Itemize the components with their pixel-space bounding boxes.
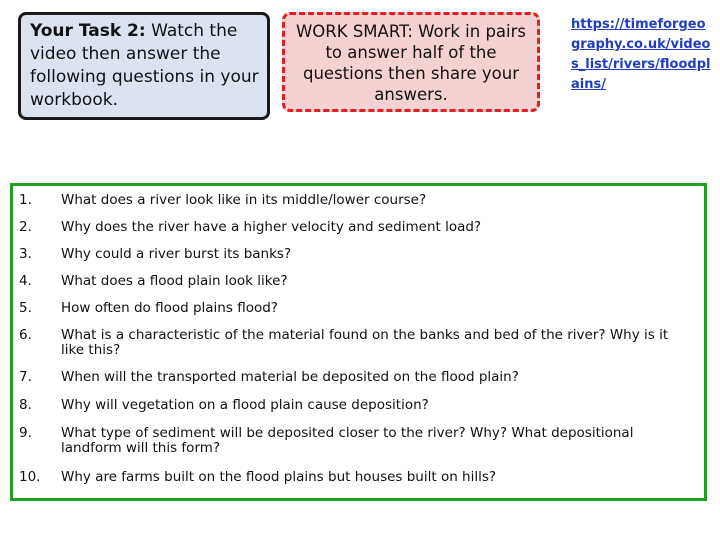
question-number: 8. (19, 397, 32, 413)
question-number: 3. (19, 246, 32, 262)
question-text: Why are farms built on the flood plains but houses built on hills? (61, 469, 497, 485)
task-label: Your Task 2: (30, 21, 146, 41)
work-smart-text: WORK SMART: Work in pairs to answer half of the questions then share your answers. (295, 22, 527, 104)
question-text: Why does the river have a higher velocity and sediment load? (61, 219, 482, 235)
question-text: How often do flood plains flood? (61, 300, 278, 316)
task-text: Watch the video then answer the following questions in your workbook. (30, 21, 259, 110)
work-smart-box (282, 12, 540, 112)
question-number: 6. (19, 327, 32, 343)
question-text: Why could a river burst its banks? (61, 246, 292, 262)
video-link[interactable]: https://timeforgeography.co.uk/videos_list/rivers/floodplains/ (571, 17, 711, 92)
question-number: 2. (19, 219, 32, 235)
question-number: 1. (19, 192, 32, 208)
question-text: What does a river look like in its middle/lower course? (61, 192, 427, 208)
question-number: 4. (19, 273, 32, 289)
question-text: What type of sediment will be deposited closer to the river? Why? What depositional landform will this form? (61, 425, 634, 456)
question-number: 7. (19, 369, 32, 385)
task-instruction-box (18, 12, 270, 120)
question-number: 5. (19, 300, 32, 316)
question-number: 10. (19, 469, 41, 485)
question-number: 9. (19, 425, 32, 441)
question-text: What is a characteristic of the material found on the banks and bed of the river? Why is it like this? (61, 327, 669, 358)
question-text: Why will vegetation on a flood plain cause deposition? (61, 397, 429, 413)
question-text: When will the transported material be deposited on the flood plain? (61, 369, 519, 385)
questions-list (10, 183, 707, 501)
question-text: What does a flood plain look like? (61, 273, 288, 289)
